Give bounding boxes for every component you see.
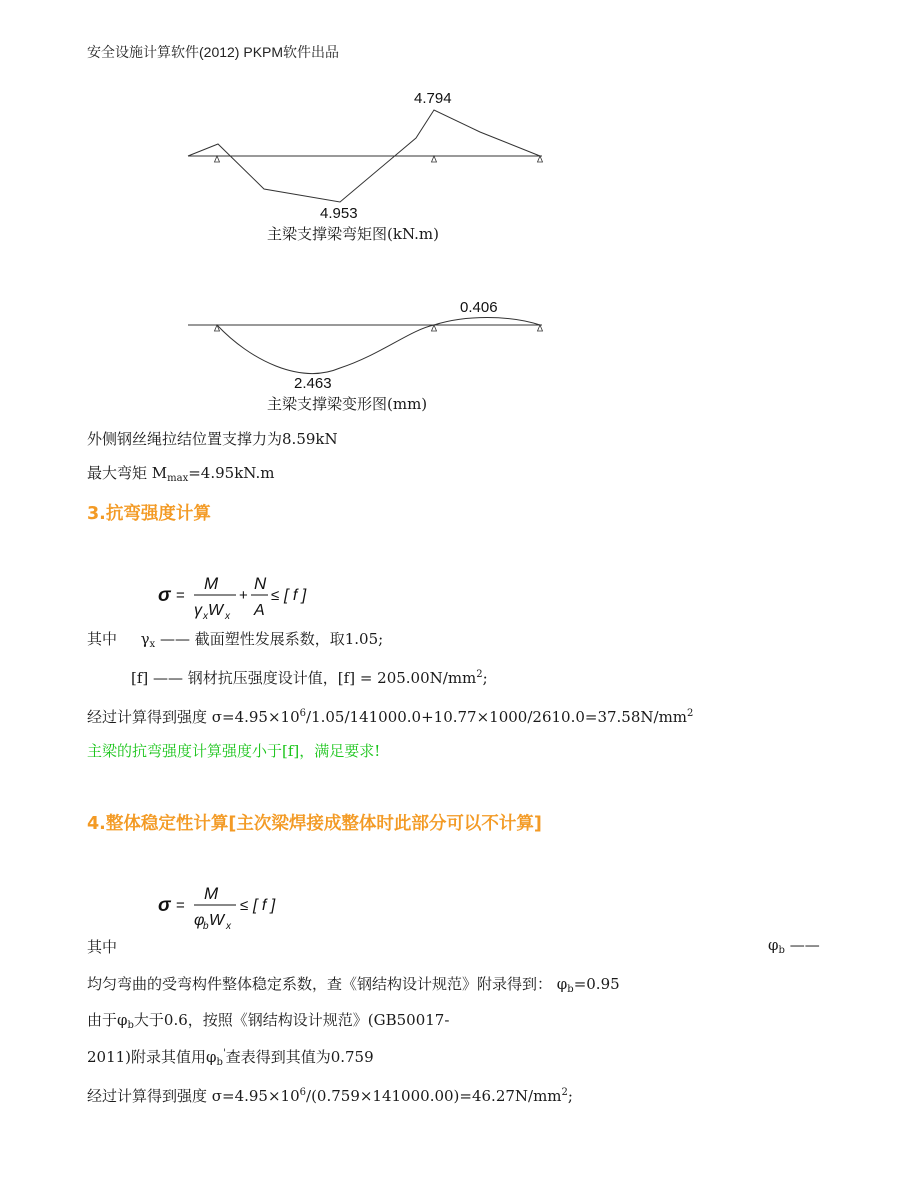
s4-calc-suffix: ; — [567, 1087, 573, 1105]
f3-num1: M — [204, 574, 219, 593]
s3-calc-sup2: 2 — [687, 708, 694, 719]
section4-calc-line — [87, 1085, 573, 1106]
support-1 — [215, 325, 220, 331]
section3-result: 主梁的抗弯强度计算强度小于[f]，满足要求! — [87, 742, 381, 760]
f4-num: M — [204, 884, 219, 903]
support-3 — [538, 325, 543, 331]
s4-line1-prefix: 均匀弯曲的受弯构件整体稳定系数，查《钢结构设计规范》附录得到： φ — [87, 975, 568, 993]
moment-min-label: 4.953 — [320, 205, 358, 222]
s4-line2-prefix: 由于φ — [87, 1011, 128, 1029]
f3-den1-gamma-sub: x — [203, 611, 208, 622]
f3-rhs: [ f ] — [284, 587, 307, 604]
moment-max-label: 4.794 — [414, 90, 452, 107]
deform-min-label: 2.463 — [294, 375, 332, 392]
s4-line2-suffix: 大于0.6，按照《钢结构设计规范》(GB50017- — [133, 1011, 450, 1029]
moment-diagram — [0, 0, 920, 230]
f4-rhs: [ f ] — [253, 897, 276, 914]
f-desc-suffix: ; — [482, 669, 488, 687]
deform-max-label: 0.406 — [460, 299, 498, 316]
s3-calc-prefix: 经过计算得到强度 σ=4.95×10 — [87, 708, 300, 726]
support-2 — [432, 156, 437, 162]
f4-den-phi: φ — [194, 912, 205, 929]
section4-where-label: 其中 — [87, 938, 118, 956]
section4-phi-def — [768, 936, 820, 956]
phi-dash: —— — [784, 936, 820, 954]
support-1 — [215, 156, 220, 162]
f3-den1-w: W — [208, 602, 224, 619]
deformation-caption: 主梁支撑梁变形图(mm) — [267, 395, 428, 413]
section4-line2 — [87, 1009, 449, 1031]
page-header: 安全设施计算软件(2012) PKPM软件出品 — [87, 44, 340, 60]
f4-eq: = — [176, 897, 185, 914]
f3-eq: = — [176, 587, 185, 604]
f3-den1-gamma: γ — [194, 602, 202, 619]
f4-leq: ≤ — [240, 897, 249, 914]
max-moment-prefix: 最大弯矩 M — [87, 464, 168, 482]
f4-den-w: W — [209, 912, 225, 929]
s3-calc-mid: /1.05/141000.0+10.77×1000/2610.0=37.58N/mm — [306, 708, 688, 726]
s3-calc-sup1: 6 — [299, 708, 307, 719]
section3-where-label: 其中 — [87, 630, 118, 648]
f3-plus: + — [239, 587, 248, 604]
f-desc-sup: 2 — [476, 669, 483, 680]
f-desc-prefix: [f] —— 钢材抗压强度设计值，[f] = 205.00N/mm — [131, 669, 477, 687]
s4-line3-sub: b — [216, 1057, 223, 1068]
section3-where-line — [87, 628, 383, 650]
max-moment-sub: max — [167, 473, 189, 484]
f3-den1-w-sub: x — [225, 611, 230, 622]
gamma-symbol: γ — [140, 630, 150, 648]
s4-line3-sup: ' — [222, 1048, 226, 1059]
moment-supports — [215, 156, 543, 162]
deformation-diagram — [0, 290, 920, 400]
s4-line2-sub: b — [127, 1020, 134, 1031]
s4-calc-prefix: 经过计算得到强度 σ=4.95×10 — [87, 1087, 300, 1105]
gamma-desc: —— 截面塑性发展系数，取1.05; — [155, 630, 384, 648]
s4-line1-suffix: =0.95 — [573, 975, 620, 993]
s4-line1-sub: b — [567, 984, 574, 995]
phi-sub: b — [778, 945, 785, 956]
section3-f-line — [131, 667, 488, 688]
s4-line3-prefix: 2011)附录其值用φ — [87, 1048, 217, 1066]
phi-symbol: φ — [768, 936, 779, 954]
section3-heading: 3.抗弯强度计算 — [87, 504, 211, 524]
f3-den2: A — [254, 602, 265, 619]
deform-supports — [215, 325, 543, 331]
section3-formula — [150, 570, 350, 622]
moment-caption: 主梁支撑梁弯矩图(kN.m) — [267, 225, 439, 243]
section4-formula — [150, 880, 310, 932]
section3-calc-line — [87, 706, 693, 727]
s4-line3-suffix: 查表得到其值为0.759 — [225, 1048, 374, 1066]
f3-sigma: σ — [158, 585, 171, 606]
max-moment-suffix: =4.95kN.m — [188, 464, 275, 482]
f4-sigma: σ — [158, 895, 171, 916]
f3-leq: ≤ — [271, 587, 280, 604]
f4-den-w-sub: x — [226, 921, 231, 932]
max-moment-text — [87, 462, 274, 484]
s4-calc-sup2: 2 — [561, 1087, 568, 1098]
deform-curve — [188, 318, 540, 374]
section4-line1 — [87, 973, 620, 995]
support-3 — [538, 156, 543, 162]
section4-line3 — [87, 1046, 374, 1068]
support-force-text: 外侧钢丝绳拉结位置支撑力为8.59kN — [87, 430, 338, 448]
f3-num2: N — [254, 574, 267, 593]
s4-calc-mid: /(0.759×141000.00)=46.27N/mm — [306, 1087, 562, 1105]
section4-heading: 4.整体稳定性计算[主次梁焊接成整体时此部分可以不计算] — [87, 814, 542, 834]
s4-calc-sup1: 6 — [299, 1087, 307, 1098]
gamma-sub: x — [149, 639, 156, 650]
f4-den-phi-sub: b — [203, 921, 209, 932]
